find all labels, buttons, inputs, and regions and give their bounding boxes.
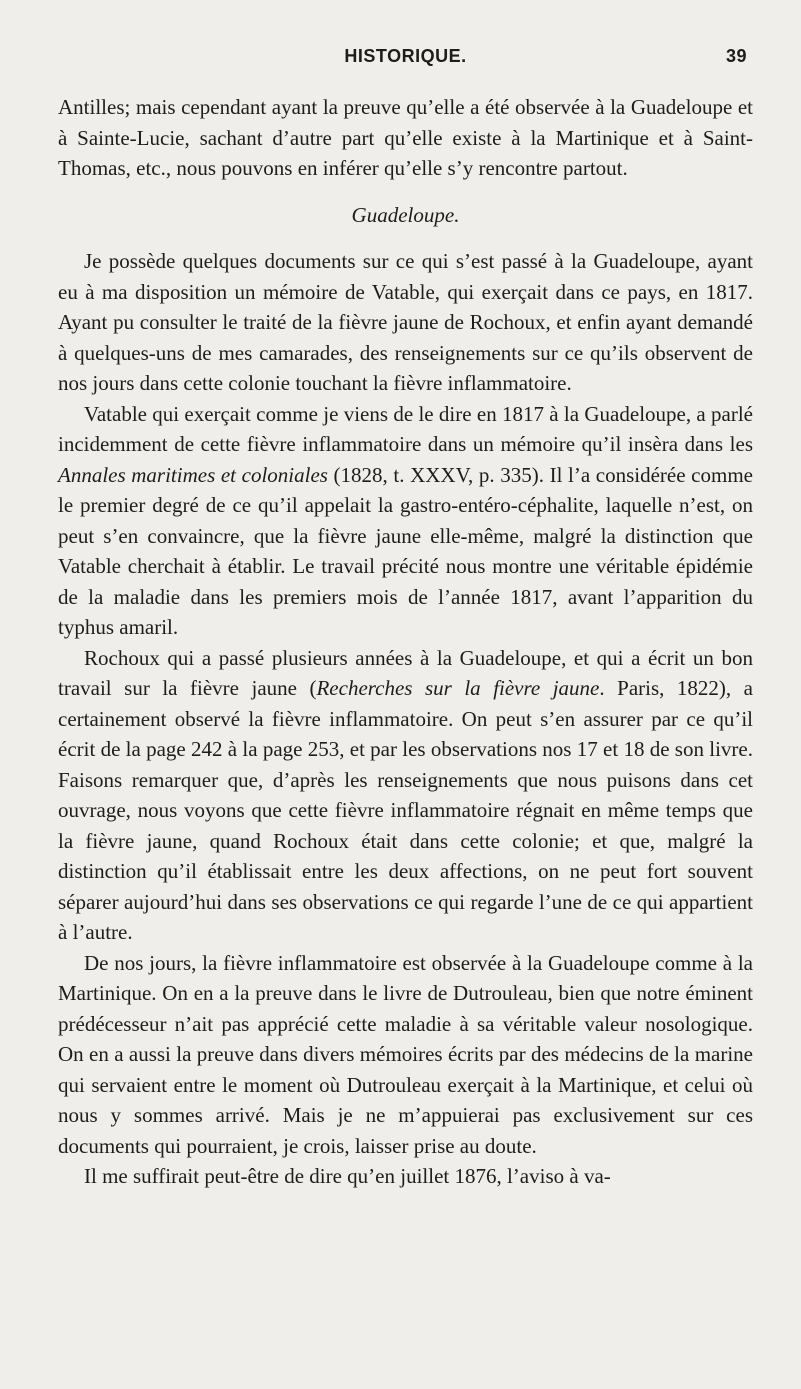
paragraph-present-day: De nos jours, la fièvre inflammatoire est observée à la Guadeloupe comme à la Martinique. On en a la preuve dans le livre de Dutrouleau, bien que notre éminent prédécesseur n’ait pas apprécié cette maladie à sa véritable valeur nosologique. On en a aussi la preuve dans divers mémoires écrits par des médecins de la marine qui servaient entre le moment où Dutrouleau exerçait à la Martinique, et celui où nous y sommes arrivé. Mais je ne m’appuierai pas exclusivement sur ces documents qui pourraient, je crois, laisser prise au doute. — [58, 950, 753, 1158]
paragraph-continuation: Antilles; mais cependant ayant la preuve qu’elle a été observée à la Guadeloupe et à Sainte-Lucie, sachant d’autre part qu’elle existe à la Martinique et à Saint-Thomas, etc., nous pouvons en inférer qu’elle s’y rencontre partout. — [58, 95, 753, 180]
paragraph-vatable-memoire — [58, 399, 753, 643]
paragraph-aviso: Il me suffirait peut-être de dire qu’en juillet 1876, l’aviso à va- — [84, 1164, 611, 1188]
paragraph-text: . Paris, 1822), a certainement observé la fièvre inflammatoire. On peut s’en assurer par ce qu’il écrit de la page 242 à la page 253, et par les observations nos 17 et 18 de son livre. Faisons remarquer que, d’après les renseignements que nous puisons dans cet ouvrage, nous voyons que cette fièvre inflammatoire régnait en même temps que la fièvre jaune, quand Rochoux était dans cette colonie; et que, malgré la distinction qu’il établissait entre les deux affections, on ne peut fort souvent séparer aujourd’hui dans ses observations ce qui regarde l’une de ce qui appartient à l’autre. — [58, 676, 753, 944]
paragraph-rochoux — [58, 643, 753, 948]
paragraph-text: Vatable qui exerçait comme je viens de le dire en 1817 à la Guadeloupe, a parlé incidemment de cette fièvre inflammatoire dans un mémoire qu’il insèra dans les — [58, 401, 753, 456]
body-text — [58, 92, 753, 1192]
section-heading: Guadeloupe. — [351, 202, 460, 227]
paragraph-text: (1828, t. XXXV, p. 335). Il l’a considérée comme le premier degré de ce qu’il appelait la gastro-entéro-céphalite, laquelle n’est, on peut s’en convaincre, que la fièvre jaune elle-même, malgré la distinction que Vatable cherchait à établir. Le travail précité nous montre une véritable épidémie de la maladie dans les premiers mois de l’année 1817, avant l’apparition du typhus amaril. — [58, 462, 753, 639]
running-title: HISTORIQUE. — [344, 46, 467, 66]
cited-book-title: Recherches sur la fièvre jaune — [316, 676, 600, 700]
paragraph-text: Rochoux qui a passé plusieurs années à la Guadeloupe, et qui a écrit un bon travail sur la fièvre jaune ( — [58, 645, 753, 700]
page-number: 39 — [725, 46, 747, 66]
running-header — [58, 46, 753, 70]
paragraph-vatable-intro: Je possède quelques documents sur ce qui s’est passé à la Guadeloupe, ayant eu à ma disposition un mémoire de Vatable, qui exerçait dans ce pays, en 1817. Ayant pu consulter le traité de la fièvre jaune de Rochoux, et enfin ayant demandé à quelques-uns de mes camarades, des renseignements sur ce qu’ils observent de nos jours dans cette colonie touchant la fièvre inflammatoire. — [58, 249, 753, 395]
cited-journal-title: Annales maritimes et coloniales — [58, 462, 328, 487]
